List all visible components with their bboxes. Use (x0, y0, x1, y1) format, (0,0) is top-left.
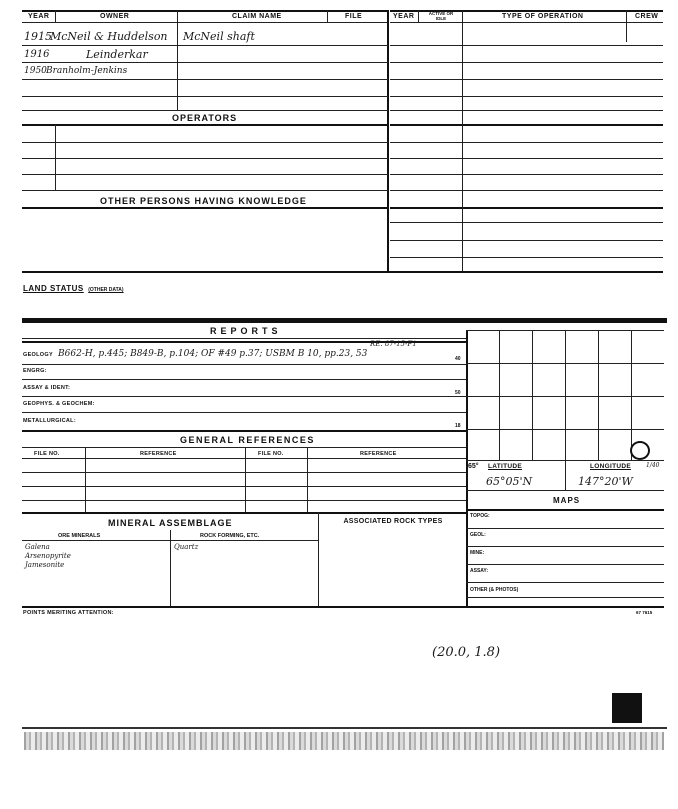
mineral-title: MINERAL ASSEMBLAGE (108, 518, 233, 528)
registration-mark (612, 693, 642, 723)
rock-forming-header: ROCK FORMING, ETC. (200, 533, 260, 539)
maps-title: MAPS (553, 496, 581, 505)
refs-col-file-no-2: FILE NO. (258, 451, 284, 457)
claim-row-1-year: 1915 (24, 30, 52, 43)
latitude-value: 65°05'N (486, 475, 533, 488)
metallurgical-label: METALLURGICAL: (23, 418, 76, 424)
scan-noise (24, 732, 664, 750)
coord-note: (20.0, 1.8) (432, 645, 501, 660)
reports-title: REPORTS (210, 326, 282, 336)
quadrant-circle (630, 441, 650, 460)
ore-mineral-2: Arsenopyrite (25, 552, 71, 560)
geology-label: GEOLOGY (23, 352, 53, 358)
geology-value: B662-H, p.445; B849-B, p.104; OF #49 p.37; USBM B 10, pp.23, 53 (58, 349, 368, 359)
geology-num: 40 (455, 356, 461, 362)
col-claim-name: CLAIM NAME (232, 13, 282, 20)
claim-row-2-year: 1916 (24, 49, 50, 60)
claim-row-1-owner: McNeil & Huddelson (50, 30, 168, 43)
land-status (23, 278, 124, 296)
col-file: FILE (345, 13, 363, 20)
ops-col-active-idle: ACTIVE OR IDLE (428, 11, 454, 21)
ops-col-crew: CREW (635, 13, 659, 20)
latitude-label: LATITUDE (488, 463, 523, 470)
refs-col-file-no-1: FILE NO. (34, 451, 60, 457)
metal-num: 18 (455, 423, 461, 429)
longitude-value: 147°20'W (578, 475, 633, 488)
assoc-title: ASSOCIATED ROCK TYPES (343, 518, 443, 525)
refs-col-reference-1: REFERENCE (140, 451, 177, 457)
claim-row-3-year: 1950 (24, 66, 47, 76)
assay-num: 50 (455, 390, 461, 396)
assay-label: ASSAY & IDENT: (23, 385, 71, 391)
long-suffix: 1/40 (646, 462, 660, 469)
claim-row-3-owner: Branholm-Jenkins (46, 66, 128, 76)
col-owner: OWNER (100, 13, 130, 20)
reports-top-rule (22, 318, 667, 323)
land-status-sub: (OTHER DATA) (88, 287, 124, 293)
form-number: 67 7615 (636, 610, 653, 615)
engrg-label: ENGRG: (23, 368, 47, 374)
rock-mineral-1: Quartz (174, 543, 199, 551)
knowledge-title: OTHER PERSONS HAVING KNOWLEDGE (100, 196, 307, 206)
geophys-label: GEOPHYS. & GEOCHEM: (23, 401, 95, 407)
refs-col-reference-2: REFERENCE (360, 451, 397, 457)
points-meriting: POINTS MERITING ATTENTION: (23, 610, 114, 616)
maps-mine: MINE: (470, 550, 485, 556)
maps-other: OTHER (& PHOTOS) (470, 587, 519, 593)
col-year: YEAR (28, 13, 50, 20)
claim-row-1-claim: McNeil shaft (183, 30, 255, 43)
bottom-rule (22, 727, 667, 729)
claim-row-2-owner: Leinderkar (86, 48, 148, 61)
maps-topog: TOPOG: (470, 513, 490, 519)
ore-minerals-header: ORE MINERALS (58, 533, 101, 539)
maps-assay: ASSAY: (470, 568, 489, 574)
geology-note: RE. 87-15-F1 (370, 340, 417, 348)
longitude-label: LONGITUDE (590, 463, 631, 470)
maps-geol: GEOL: (470, 532, 486, 538)
ore-mineral-3: Jamesonite (25, 561, 65, 569)
ops-col-type: TYPE OF OPERATION (502, 13, 584, 20)
ops-col-year: YEAR (393, 13, 415, 20)
general-refs-title: GENERAL REFERENCES (180, 435, 315, 445)
operators-title: OPERATORS (172, 113, 238, 123)
lat-prefix: 65° (468, 463, 479, 470)
land-status-title: LAND STATUS (23, 284, 84, 293)
ore-mineral-1: Galena (25, 543, 50, 551)
associated-rock-types (326, 517, 460, 526)
